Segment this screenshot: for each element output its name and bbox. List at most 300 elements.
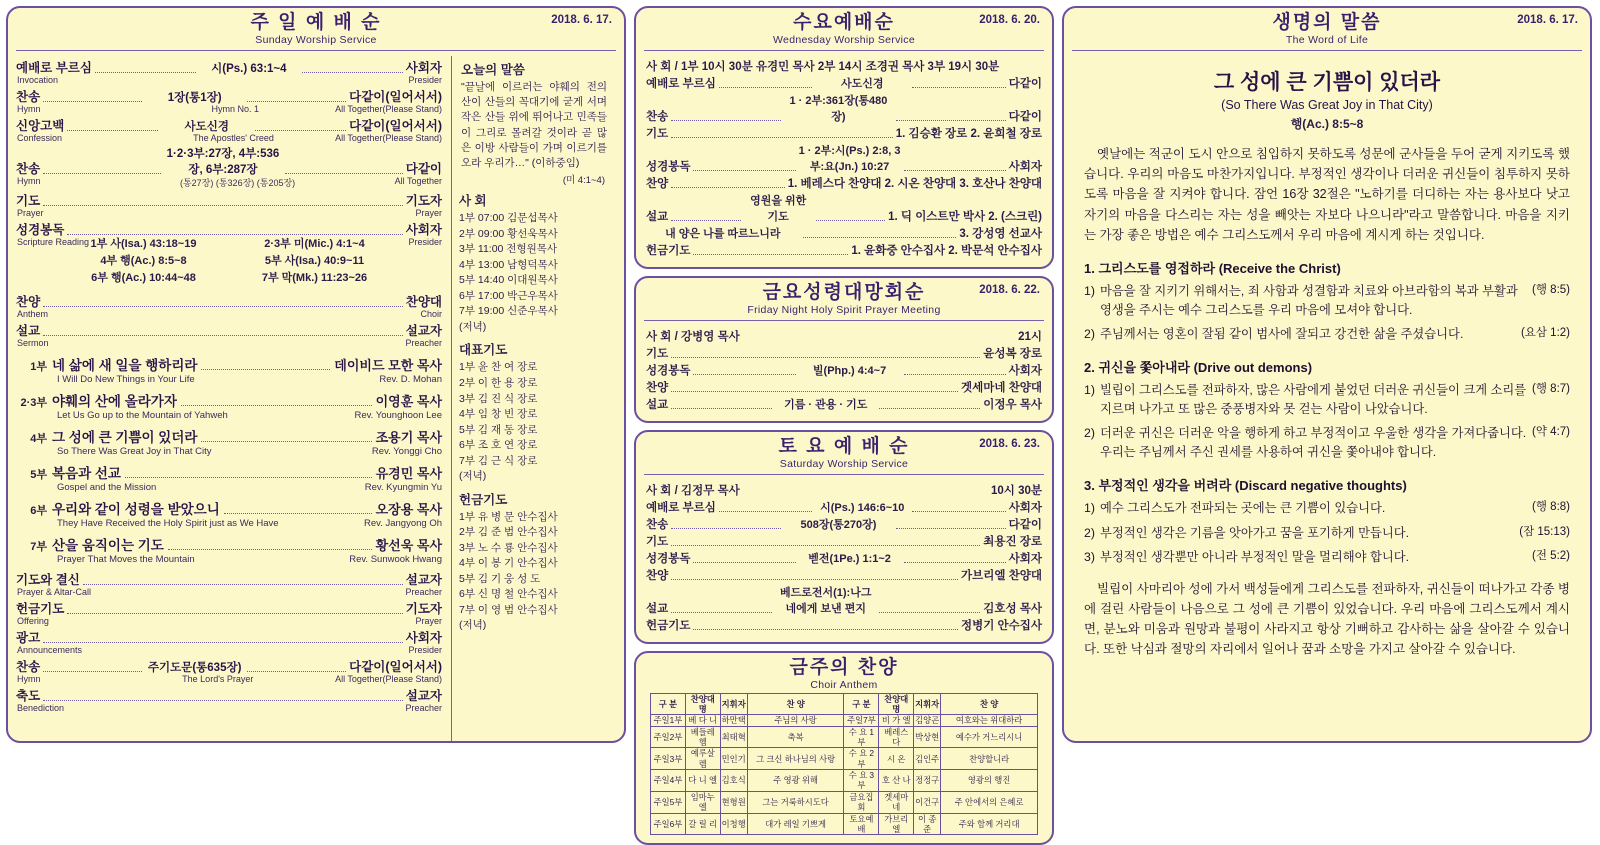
order-who: 기도자 [405,601,442,616]
point-number: 2) [1084,327,1095,342]
dot-leader [904,555,1006,563]
order-who-en: Preacher [405,586,442,597]
anthem-table [650,693,1038,836]
cell: 최태혁 [720,726,747,748]
point-number: 1) [1084,501,1095,516]
offering-prayer-list [459,510,609,634]
point-ref: (잠 15:13) [1519,525,1570,538]
sermon-intro: 옛날에는 적군이 도시 안으로 침입하지 못하도록 성문에 군사들을 두어 굳게 지키도록 했습니다. 우리의 마음도 마찬가지입니다. 부정적인 생각이나 더러운 귀신들이 침투하지 못하도록 마음을 잘 지켜야 합니다. 잠언 16장 32절은 "노하기를 더디하는 자는 용사보다 낫고 자기의 마음을 다스리는 자는 성을 빼앗는 자보다 나으니라"라고 말씀합니다. 마음을 지키는 가장 좋은 방법은 예수 그리스도께서 우리 마음에 계시게 하는 것입니다. [1084,146,1570,242]
cell: 수 요 1 부 [844,726,879,748]
order-value: 사도신경 [184,120,229,133]
order-who-en: Prayer [415,207,442,218]
order-who: 찬양대 [405,294,442,309]
dot-leader [285,165,403,174]
line-who: 김호성 목사 [983,602,1043,615]
order-value-en: Hymn No. 1 [211,103,260,114]
friday-title: 금요성령대망회순 [762,281,926,303]
cell: 수 요 2 부 [844,748,879,770]
dot-leader [201,360,330,370]
service-line [646,362,1042,378]
cell: 주일2부 [651,726,686,748]
order-item [16,87,442,114]
divider [644,50,1044,51]
list-item: 7부 이 영 범 안수집사 [459,603,558,616]
point-ref: (전 5:2) [1532,549,1570,562]
line-value: 시(Ps.) 146:6~10 [820,501,905,514]
sermon-title-en: Let Us Go up to the Mountain of Yahweh [57,409,228,421]
sermon-item [16,426,442,457]
order-item-scripture [16,220,442,286]
table-row [651,813,1038,835]
line-value: 베드로전서(1):나그네에게 보낸 편지 [779,586,872,615]
dot-leader [43,165,161,174]
cell: 갈 릴 리 [685,813,720,835]
anthem-panel [634,651,1054,845]
dot-leader [803,230,957,238]
scripture-cell: 4부 행(Ac.) 8:5~8 [100,254,187,267]
word-title: 생명의 말씀 [1272,12,1382,33]
line-label: 성경봉독 [646,364,691,377]
list-item: 3부 11:00 전형원목사 [459,243,558,256]
sermon-preacher: 유경민 목사 [375,465,442,481]
line-who: 이정우 목사 [983,398,1043,411]
list-item: 1부 유 병 문 안수집사 [459,510,558,523]
offering-prayer-title: 헌금기도 [459,492,508,507]
dot-leader [693,163,795,171]
order-who: 다같이 [405,161,443,176]
table-row [651,715,1038,726]
order-label: 기도 [16,193,41,208]
order-label-en: Hymn [17,673,41,684]
line-who: 1. 딕 이스트만 박사 2. (스크린) [888,210,1043,223]
sermon-closing: 빌립이 사마리아 성에 가서 백성들에게 그리스도를 전파하자, 귀신들이 떠나가고 각종 병에 걸린 사람들이 나음으로 그 성에 큰 기쁨이 있었습니다. 우리 마음에 그리스도께서 계시면, 분노와 미움과 원망과 불평이 사라지고 항상 기뻐하고 감사하는 삶을 살아갈 수 있습니다. 또한 낙심과 절망의 자리에서 일어나 꿈과 소망을 가지고 살아갈 수 있습니다. [1084,581,1570,657]
wednesday-subtitle: Wednesday Worship Service [773,33,915,46]
cell: 주 영광 위해 [747,770,844,792]
list-item: 5부 14:40 이대원목사 [459,274,558,287]
order-label: 성경봉독 [16,222,65,237]
order-item [16,58,442,85]
line-label: 찬양 [646,177,669,190]
order-label-en: Announcements [17,644,83,655]
service-line [646,192,1042,224]
list-item: 4부 이 봉 기 안수집사 [459,557,558,570]
sunday-worship-panel [6,6,626,743]
service-time: 21시 [1018,330,1042,343]
point-ref: (행 8:8) [1532,501,1570,514]
order-value: 1·2·3부:27장, 4부:536장, 6부:287장 [166,147,280,176]
line-who: 사회자 [1008,552,1042,565]
line-who: 다같이 [1008,77,1043,90]
table-row [651,748,1038,770]
col-header: 지휘자 [720,693,747,715]
dot-leader [247,93,346,102]
sermon-title: 우리와 같이 성령을 받았으니 [52,501,220,517]
word-subtitle: The Word of Life [1285,33,1369,46]
offering-prayer-section [459,490,609,634]
list-item: (저녁) [459,320,487,333]
col-header: 찬 양 [747,693,844,715]
wednesday-lines [636,56,1052,261]
service-line [646,482,1042,498]
sunday-order-list [8,56,448,741]
sunday-body [8,56,624,741]
order-who: 다같이(일어서서) [349,89,443,104]
sermon-heading-ko: 그 성에 큰 기쁨이 있더라 [1213,70,1441,94]
line-who: 정병기 안수집사 [961,619,1042,632]
dot-leader [43,634,403,643]
scripture-cell: 5부 사(Isa.) 40:9~11 [264,254,365,267]
dot-leader [168,540,372,550]
service-time: 10시 30분 [991,484,1042,497]
cell: 금요집회 [844,791,879,813]
saturday-subtitle: Saturday Worship Service [779,457,909,470]
sunday-side-column [455,56,615,741]
list-item: 1부 07:00 김문섭목사 [459,212,558,225]
point-ref: (행 8:7) [1532,383,1570,396]
scripture-cell: 1부 사(Isa.) 43:18~19 [90,237,197,250]
order-who-en: All Together(Please Stand) [335,132,442,143]
scripture-cell: 6부 행(Ac.) 10:44~48 [91,271,196,284]
order-label: 찬송 [16,89,41,104]
line-label: 기도 [646,535,669,548]
cell: 그 크신 하나님의 사랑 [747,748,844,770]
dot-leader [83,576,403,585]
line-label: 찬양 [646,569,669,582]
point-text: 부정적인 생각은 기름을 앗아가고 꿈을 포기하게 만듭니다. [1100,525,1410,540]
section-point [1084,524,1570,543]
line-who: 윤성복 장로 [983,347,1042,360]
order-who-en: All Together [394,175,442,186]
sermon-preacher-en: Rev. Sunwook Hwang [349,553,442,565]
line-value: 내 양은 나를 따르느니라 [665,227,781,240]
sermon-list [16,354,442,565]
list-item: 2부 이 한 용 장로 [459,376,538,389]
today-word-source: (미 4:1~4) [562,175,605,187]
line-who: 다같이 [1008,518,1042,531]
service-line [646,175,1042,191]
point-ref: (행 8:5) [1532,284,1570,297]
service-line [646,125,1042,141]
sermon-service: 2·3부 [20,396,47,409]
dot-leader [671,572,958,580]
friday-date: 2018. 6. 22. [979,283,1040,296]
line-value: 사도신경 [841,77,884,90]
saturday-date: 2018. 6. 23. [979,437,1040,450]
sermon-reference: 행(Ac.) 8:5~8 [1290,116,1364,131]
order-value: 시(Ps.) 63:1~4 [211,62,287,75]
today-word-title: 오늘의 말씀 [461,62,525,77]
dot-leader [671,384,958,392]
point-text: 빌립이 그리스도를 전파하자, 많은 사람에게 붙었던 더러운 귀신들이 크게 소리를 지르며 나가고 또 많은 중풍병자와 못 걷는 사람이 나았습니다. [1100,383,1527,417]
cell: 수 요 3 부 [844,770,879,792]
presider-section [459,191,609,335]
order-who: 다같이(일어서서) [349,118,442,133]
dot-leader [671,521,780,529]
col-header: 구 분 [844,693,879,715]
list-item: 1부 윤 찬 여 장로 [459,361,538,374]
dot-leader [671,180,784,188]
dot-leader [302,64,403,73]
order-who-en: Presider [408,236,442,247]
cell: 축복 [747,726,844,748]
line-value: 1 · 2부:361장(통480장) [789,94,888,123]
cell: 대가 레일 기쁘게 [747,813,844,835]
service-line [646,379,1042,395]
table-row [651,770,1038,792]
dot-leader [67,226,402,235]
order-label: 찬송 [16,161,41,176]
list-item: 2부 09:00 황선욱목사 [459,227,558,240]
dot-leader [671,130,893,138]
line-who: 1. 윤화중 안수집사 2. 박문석 안수집사 [851,244,1042,257]
dot-leader [719,80,813,88]
cell: 주 안에서의 은혜로 [941,791,1038,813]
line-value: 508장(통270장) [800,518,877,531]
sermon-preacher: 이영훈 목사 [375,393,442,409]
cell: 임마누엘 [685,791,720,813]
line-label: 예배로 부르심 [646,77,716,90]
list-item: 2부 김 준 범 안수집사 [459,526,558,539]
sermon-item [16,354,442,385]
sermon-item [16,498,442,529]
order-who: 사회자 [405,60,442,75]
vertical-divider [451,56,452,741]
cell: 주일6부 [651,813,686,835]
cell: 비 가 엘 [879,715,914,726]
divider [1072,50,1582,51]
list-item: 4부 임 창 빈 장로 [459,408,538,421]
word-date: 2018. 6. 17. [1517,14,1578,26]
friday-lines [636,326,1052,415]
line-who: 사회자 [1008,160,1042,173]
service-line [646,75,1042,91]
line-who: 최용진 장로 [983,535,1042,548]
sermon-service: 6부 [30,504,47,517]
list-item: 3부 김 진 식 장로 [459,392,538,405]
cell: 주일5부 [651,791,686,813]
sermon-service: 7부 [30,540,47,553]
dot-leader [879,401,980,409]
sunday-title: 주 일 예 배 순 [250,12,382,33]
sermon-title: 네 삶에 새 일을 행하리라 [52,357,198,373]
service-line [646,584,1042,616]
dot-leader [671,113,780,121]
order-label: 찬양 [16,294,41,309]
line-value: 벧전(1Pe.) 1:1~2 [808,552,891,565]
sermon-preacher-en: Rev. Jangyong Oh [364,517,442,529]
point-number: 2) [1084,426,1095,441]
point-number: 3) [1084,549,1095,564]
dot-leader [719,504,813,512]
order-who: 설교자 [405,572,442,587]
line-who: 사회자 [1008,501,1043,514]
cell: 주일3부 [651,748,686,770]
divider [644,320,1044,321]
service-line [646,499,1042,515]
cell: 하만택 [721,715,746,726]
col-header: 지휘자 [914,693,941,715]
col-header: 구 분 [651,693,686,715]
order-item [16,191,442,218]
order-label-en: Confession [17,132,63,143]
sermon-title: 야훼의 산에 올라가자 [52,393,177,409]
rep-prayer-section [459,340,609,484]
sermon-heading-en: (So There Was Great Joy in That City) [1221,97,1433,112]
cell: 토요예배 [844,813,879,835]
section-point [1084,424,1570,462]
point-text: 주님께서는 영혼이 잘됨 같이 범사에 잘되고 강건한 삶을 주셨습니다. [1100,327,1464,342]
dot-leader [181,396,372,406]
dot-leader [671,401,772,409]
cell: 김호식 [720,770,747,792]
today-word-text: "끝날에 이르러는 야훼의 전의 산이 산들의 꼭대기에 굳게 서며 작은 산들 위에 뛰어나고 민족들이 그리로 몰려갈 것이라 곧 많은 이방 사람들이 가며 이르기를 오라 우리가…" (이하중임) [461,80,607,169]
service-line [646,142,1042,174]
cell: 주일4부 [651,770,686,792]
dot-leader [904,367,1006,375]
order-item [16,628,442,655]
line-who: 1. 김승환 장로 2. 윤희철 장로 [895,127,1042,140]
dot-leader [671,350,980,358]
section-point [1084,325,1570,344]
order-label-en: Prayer [17,207,44,218]
word-of-life-panel [1062,6,1592,743]
table-row [651,791,1038,813]
line-label: 기도 [646,347,669,360]
dot-leader [67,605,402,614]
line-who: 다같이 [1008,110,1042,123]
order-who-en: Preacher [405,702,442,713]
point-ref: (약 4:7) [1532,426,1570,439]
order-who: 설교자 [405,688,442,703]
wednesday-panel [634,6,1054,269]
dot-leader [43,327,403,336]
dot-leader [671,605,772,613]
cell: 가브리엘 [879,813,914,835]
rep-prayer-list [459,360,609,484]
sermon-item [16,534,442,565]
service-line [646,328,1042,344]
order-label-en: Anthem [17,308,49,319]
cell: 겟세마네 [879,791,914,813]
sunday-title-wrap [8,8,624,46]
service-presider: 사 회 / 1부 10시 30분 유경민 목사 2부 14시 조경권 목사 3부 19시 30분 [646,60,1000,73]
dot-leader [247,663,346,672]
line-label: 예배로 부르심 [646,501,716,514]
order-who-en: All Together(Please Stand) [335,673,442,684]
point-text: 예수 그리스도가 전파되는 곳에는 큰 기쁨이 있습니다. [1100,501,1386,516]
sermon-preacher: 오장용 목사 [375,501,442,517]
sermon-title-en: I Will Do New Things in Your Life [57,373,195,385]
cell: 호 산 나 [879,770,914,792]
divider [644,474,1044,475]
list-item: 5부 김 재 동 장로 [459,423,538,436]
section-point [1084,282,1570,320]
section-point [1084,548,1570,567]
sermon-title: 그 성에 큰 기쁨이 있더라 [52,429,198,445]
sermon-title-en: Gospel and the Mission [57,481,157,493]
point-text: 더러운 귀신은 더러운 악을 행하게 하고 부정적이고 우울한 생각을 가져다줍니다. 우리는 주님께서 주신 권세를 사용하여 귀신을 쫓아내야 합니다. [1100,426,1527,460]
sermon-preacher: 조용기 목사 [375,429,442,445]
cell: 베들레헴 [685,726,720,748]
friday-panel [634,276,1054,423]
scripture-grid [16,235,442,286]
service-line [646,396,1042,412]
dot-leader [693,247,848,255]
line-label: 찬송 [646,518,669,531]
point-text: 부정적인 생각뿐만 아니라 부정적인 말을 멀리해야 합니다. [1100,549,1410,564]
sermon-preacher-en: Rev. Kyungmin Yu [364,481,442,493]
sermon-section [1084,357,1570,462]
presider-title: 사 회 [459,194,487,209]
cell: 여호와는 위대하라 [941,715,1038,726]
dot-leader [255,122,346,131]
anthem-table-wrap [636,693,1052,838]
order-label: 광고 [16,630,41,645]
cell: 그는 거룩하시도다 [747,791,844,813]
cell: 주일1부 [651,715,686,726]
col-header: 찬 양 [941,693,1038,715]
order-label-en: Invocation [17,74,59,85]
saturday-title: 토 요 예 배 순 [778,435,910,457]
dot-leader [67,122,158,131]
point-number: 1) [1084,284,1095,299]
dot-leader [879,605,980,613]
line-label: 헌금기도 [646,244,691,257]
order-item [16,599,442,626]
dot-leader [693,622,958,630]
order-label-en: Prayer & Altar-Call [17,586,92,597]
order-item [16,570,442,597]
order-label-en: Hymn [17,175,41,186]
service-line [646,58,1042,74]
cell: 이 종 준 [914,813,941,835]
cell: 이건구 [914,791,941,813]
line-label: 헌금기도 [646,619,691,632]
sunday-date: 2018. 6. 17. [551,14,612,26]
order-who: 사회자 [405,222,442,237]
cell: 현형원 [720,791,747,813]
order-label-en: Offering [17,615,49,626]
dot-leader [816,213,885,221]
sermon-title-en: They Have Received the Holy Spirit just as We Have [57,517,279,529]
anthem-subtitle: Choir Anthem [810,678,878,691]
list-item: 7부 19:00 신준우목사 [459,305,558,318]
order-who: 다같이(일어서서) [349,659,443,674]
saturday-lines [636,480,1052,636]
cell: 민인기 [720,748,747,770]
order-who: 설교자 [405,323,442,338]
line-who: 3. 강성영 선교사 [959,227,1043,240]
cell: 김인주 [914,748,941,770]
table-header-row [651,693,1038,715]
line-label: 기도 [646,127,669,140]
sermon-title-en: Prayer That Moves the Mountain [57,553,195,565]
sermon-service: 1부 [30,360,47,373]
service-line [646,567,1042,583]
col-header: 찬양대명 [685,693,720,715]
dot-leader [43,692,403,701]
rep-prayer-title: 대표기도 [459,343,508,358]
order-value: 주기도문(통635장) [147,661,242,674]
line-who: 1. 베레스다 찬양대 2. 시온 찬양대 3. 호산나 찬양대 [787,177,1042,190]
cell: 주와 함께 거리대 [941,813,1038,835]
order-label: 찬송 [16,659,41,674]
dot-leader [693,367,795,375]
line-value: 기름 · 관용 · 기도 [784,398,868,411]
order-value: 1장(통1장) [167,91,222,104]
cell: 베 다 니 [685,715,720,726]
line-label: 성경봉독 [646,160,691,173]
